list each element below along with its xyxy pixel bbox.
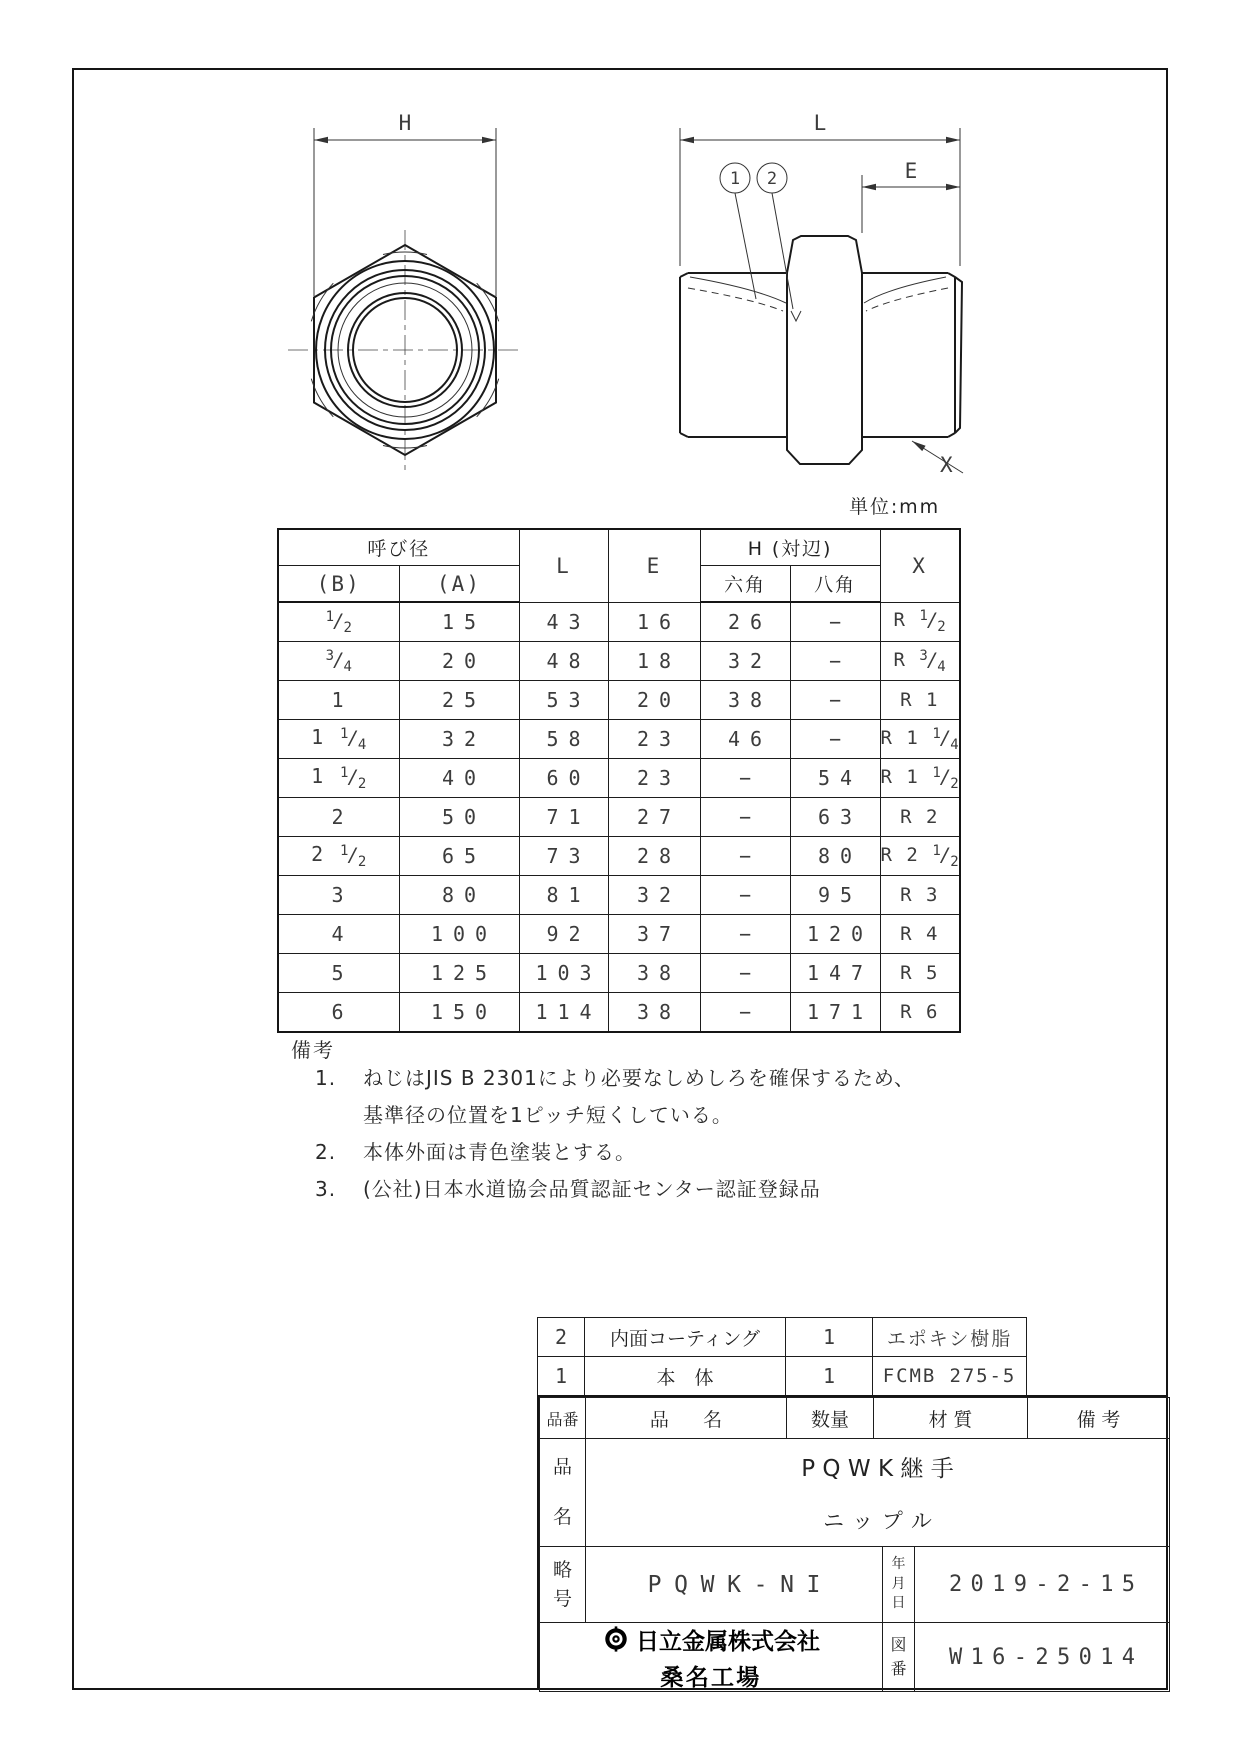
table-cell-b <box>278 642 399 681</box>
dimension-table <box>277 528 961 1033</box>
table-cell-e: 37 <box>608 915 700 954</box>
table-cell-x: R 2 <box>880 798 960 837</box>
table-row <box>278 642 960 681</box>
table-cell-b: 2 <box>278 798 399 837</box>
table-cell-oct: 120 <box>790 915 880 954</box>
table-row <box>278 798 960 837</box>
parts-row <box>538 1318 1027 1357</box>
product-name-cell <box>585 1438 1170 1547</box>
left-hidden-curve <box>688 288 783 311</box>
parts-cell-qty: 1 <box>786 1318 873 1357</box>
factory-name: 桑名工場 <box>660 1664 762 1691</box>
note-number: 1. <box>315 1066 337 1090</box>
e-dimension-label: E <box>904 159 918 183</box>
header-l: L <box>519 529 608 602</box>
table-cell-hex: 38 <box>700 681 790 720</box>
header-a: (A) <box>399 566 519 603</box>
title-block <box>537 1395 1168 1690</box>
table-cell-l: 114 <box>519 993 608 1033</box>
table-cell-oct: − <box>790 642 880 681</box>
side-view <box>680 111 963 477</box>
table-cell-l: 58 <box>519 720 608 759</box>
parts-cell-material: エポキシ樹脂 <box>873 1318 1027 1357</box>
table-cell-hex: − <box>700 993 790 1033</box>
fraction: $^1/_2$ <box>340 843 367 870</box>
col-label-part-name: 品 名 <box>585 1397 787 1439</box>
table-cell-hex: − <box>700 798 790 837</box>
drawing-no-label: 図番 <box>882 1622 915 1692</box>
nut-faces <box>787 273 862 437</box>
table-cell-e: 32 <box>608 876 700 915</box>
fraction: $^1/_2$ <box>325 609 352 636</box>
table-cell-a: 100 <box>399 915 519 954</box>
table-row <box>278 759 960 798</box>
note-text: ねじはJIS B 2301により必要なしめしろを確保するため、 <box>363 1066 916 1090</box>
table-row <box>278 720 960 759</box>
table-cell-b: 1 $^1/_4$ <box>278 720 399 759</box>
table-row <box>278 915 960 954</box>
table-cell-l: 71 <box>519 798 608 837</box>
code-label: 略号 <box>539 1546 586 1623</box>
table-cell-l: 103 <box>519 954 608 993</box>
table-cell-oct: 63 <box>790 798 880 837</box>
table-cell-l: 73 <box>519 837 608 876</box>
balloon-1-number: 1 <box>729 169 741 189</box>
table-cell-hex: 46 <box>700 720 790 759</box>
header-b: (B) <box>278 566 399 603</box>
table-row <box>278 602 960 642</box>
table-cell-oct: 95 <box>790 876 880 915</box>
e-dimension <box>862 159 960 233</box>
drawing-views <box>72 68 1168 528</box>
table-cell-oct: 54 <box>790 759 880 798</box>
parts-table <box>537 1317 1027 1396</box>
table-cell-x: R 1 <box>880 681 960 720</box>
table-row <box>278 954 960 993</box>
table-cell-x: R $^3/_4$ <box>880 642 960 681</box>
company-logo <box>602 1625 630 1653</box>
parts-row <box>538 1357 1027 1396</box>
table-row <box>278 876 960 915</box>
fraction: $^1/_2$ <box>919 608 946 636</box>
table-cell-e: 18 <box>608 642 700 681</box>
table-cell-hex: − <box>700 954 790 993</box>
table-cell-oct: 171 <box>790 993 880 1033</box>
parts-table-body <box>538 1318 1027 1396</box>
table-cell-b: 5 <box>278 954 399 993</box>
l-dimension-label: L <box>813 111 827 135</box>
col-label-material: 材質 <box>873 1397 1028 1439</box>
balloon-1 <box>720 163 756 299</box>
notes-title: 備考 <box>291 1038 335 1062</box>
company-cell <box>539 1622 883 1692</box>
note-text: 基準径の位置を1ピッチ短くしている。 <box>363 1103 733 1127</box>
fraction: $^1/_4$ <box>340 726 367 753</box>
parts-cell-name: 内面コーティング <box>585 1318 786 1357</box>
note-text: 本体外面は青色塗装とする。 <box>363 1140 636 1164</box>
table-cell-b: 6 <box>278 993 399 1033</box>
table-cell-x: R 5 <box>880 954 960 993</box>
table-row <box>278 681 960 720</box>
note-number: 3. <box>315 1177 337 1201</box>
table-cell-b: 2 $^1/_2$ <box>278 837 399 876</box>
table-cell-l: 48 <box>519 642 608 681</box>
table-cell-oct: 147 <box>790 954 880 993</box>
table-cell-x: R 4 <box>880 915 960 954</box>
fraction: $^1/_2$ <box>932 764 959 792</box>
left-curve <box>690 277 786 303</box>
parts-block <box>537 1317 1027 1396</box>
table-cell-hex: − <box>700 759 790 798</box>
table-cell-hex: 32 <box>700 642 790 681</box>
unit-label: 単位:mm <box>849 496 940 518</box>
table-cell-l: 43 <box>519 602 608 642</box>
table-cell-oct: 80 <box>790 837 880 876</box>
table-cell-b <box>278 602 399 642</box>
parts-cell-name: 本 体 <box>585 1357 786 1396</box>
dimension-table-body <box>278 602 960 1032</box>
table-cell-a: 80 <box>399 876 519 915</box>
nut-top-flat <box>787 236 862 273</box>
table-cell-e: 27 <box>608 798 700 837</box>
fraction: $^1/_4$ <box>932 725 959 753</box>
table-cell-hex: 26 <box>700 602 790 642</box>
table-cell-a: 65 <box>399 837 519 876</box>
table-cell-x: R 2 $^1/_2$ <box>880 837 960 876</box>
table-cell-x: R 6 <box>880 993 960 1033</box>
note-line <box>315 1066 1015 1103</box>
note-number: 2. <box>315 1140 337 1164</box>
note-line <box>315 1140 1015 1177</box>
product-name-label: 品名 <box>539 1438 586 1547</box>
table-cell-e: 20 <box>608 681 700 720</box>
code-value: PQWK-NI <box>585 1546 883 1623</box>
note-line <box>315 1177 1015 1214</box>
col-label-qty: 数量 <box>786 1397 874 1439</box>
col-label-remarks: 備考 <box>1027 1397 1170 1439</box>
x-dimension-label: X <box>940 453 953 477</box>
table-cell-e: 16 <box>608 602 700 642</box>
col-label-part-no: 品番 <box>539 1397 586 1439</box>
table-cell-e: 23 <box>608 759 700 798</box>
table-cell-a: 15 <box>399 602 519 642</box>
weld-v-mark <box>791 311 801 321</box>
balloon-2-number: 2 <box>766 169 778 189</box>
table-cell-x: R $^1/_2$ <box>880 602 960 642</box>
parts-cell-qty: 1 <box>786 1357 873 1396</box>
parts-cell-no: 1 <box>538 1357 585 1396</box>
table-cell-l: 81 <box>519 876 608 915</box>
fraction: $^3/_4$ <box>325 648 352 675</box>
l-dimension <box>680 111 960 266</box>
table-cell-b: 1 $^1/_2$ <box>278 759 399 798</box>
table-cell-x: R 1 $^1/_4$ <box>880 720 960 759</box>
table-cell-hex: − <box>700 837 790 876</box>
table-cell-l: 53 <box>519 681 608 720</box>
table-cell-e: 23 <box>608 720 700 759</box>
date-value: 2019-2-15 <box>914 1546 1170 1623</box>
table-cell-a: 125 <box>399 954 519 993</box>
note-text: (公社)日本水道協会品質認証センター認証登録品 <box>363 1177 821 1201</box>
table-cell-l: 92 <box>519 915 608 954</box>
table-cell-e: 38 <box>608 954 700 993</box>
drawing-no-value: W16-25014 <box>914 1622 1170 1692</box>
table-cell-a: 25 <box>399 681 519 720</box>
table-cell-b: 3 <box>278 876 399 915</box>
parts-cell-no: 2 <box>538 1318 585 1357</box>
table-cell-oct: − <box>790 681 880 720</box>
table-cell-a: 32 <box>399 720 519 759</box>
table-cell-a: 20 <box>399 642 519 681</box>
header-e: E <box>608 529 700 602</box>
date-label: 年月日 <box>882 1546 915 1623</box>
right-hidden-curve <box>866 288 948 311</box>
table-cell-a: 150 <box>399 993 519 1033</box>
header-nominal: 呼び径 <box>278 529 519 566</box>
fraction: $^1/_2$ <box>932 842 959 870</box>
product-name-line2: ニップル <box>823 1509 941 1533</box>
note-line <box>363 1103 1015 1140</box>
table-cell-oct: − <box>790 602 880 642</box>
notes-list <box>315 1066 1015 1214</box>
table-cell-e: 38 <box>608 993 700 1033</box>
fraction: $^3/_4$ <box>919 647 946 675</box>
table-cell-x: R 1 $^1/_2$ <box>880 759 960 798</box>
table-cell-b: 4 <box>278 915 399 954</box>
x-callout <box>912 441 963 477</box>
product-name-line1: PQWK継手 <box>801 1456 962 1482</box>
table-cell-x: R 3 <box>880 876 960 915</box>
table-cell-hex: − <box>700 876 790 915</box>
table-cell-e: 28 <box>608 837 700 876</box>
table-row <box>278 993 960 1033</box>
header-x: X <box>880 529 960 602</box>
table-row <box>278 837 960 876</box>
table-cell-hex: − <box>700 915 790 954</box>
table-cell-a: 40 <box>399 759 519 798</box>
table-cell-oct: − <box>790 720 880 759</box>
body-outline <box>680 273 962 437</box>
table-cell-b: 1 <box>278 681 399 720</box>
dimension-table-header <box>278 529 960 602</box>
table-cell-l: 60 <box>519 759 608 798</box>
right-curve <box>864 277 946 303</box>
parts-cell-material: FCMB 275-5 <box>873 1357 1027 1396</box>
header-oct: 八角 <box>790 566 880 603</box>
table-cell-a: 50 <box>399 798 519 837</box>
fraction: $^1/_2$ <box>340 765 367 792</box>
header-h-across: H (対辺) <box>700 529 880 566</box>
h-dimension-label: H <box>398 111 412 135</box>
nut-bottom-flat <box>787 437 862 464</box>
company-name: 日立金属株式会社 <box>636 1628 820 1655</box>
header-hex: 六角 <box>700 566 790 603</box>
hex-front-view <box>288 111 522 470</box>
